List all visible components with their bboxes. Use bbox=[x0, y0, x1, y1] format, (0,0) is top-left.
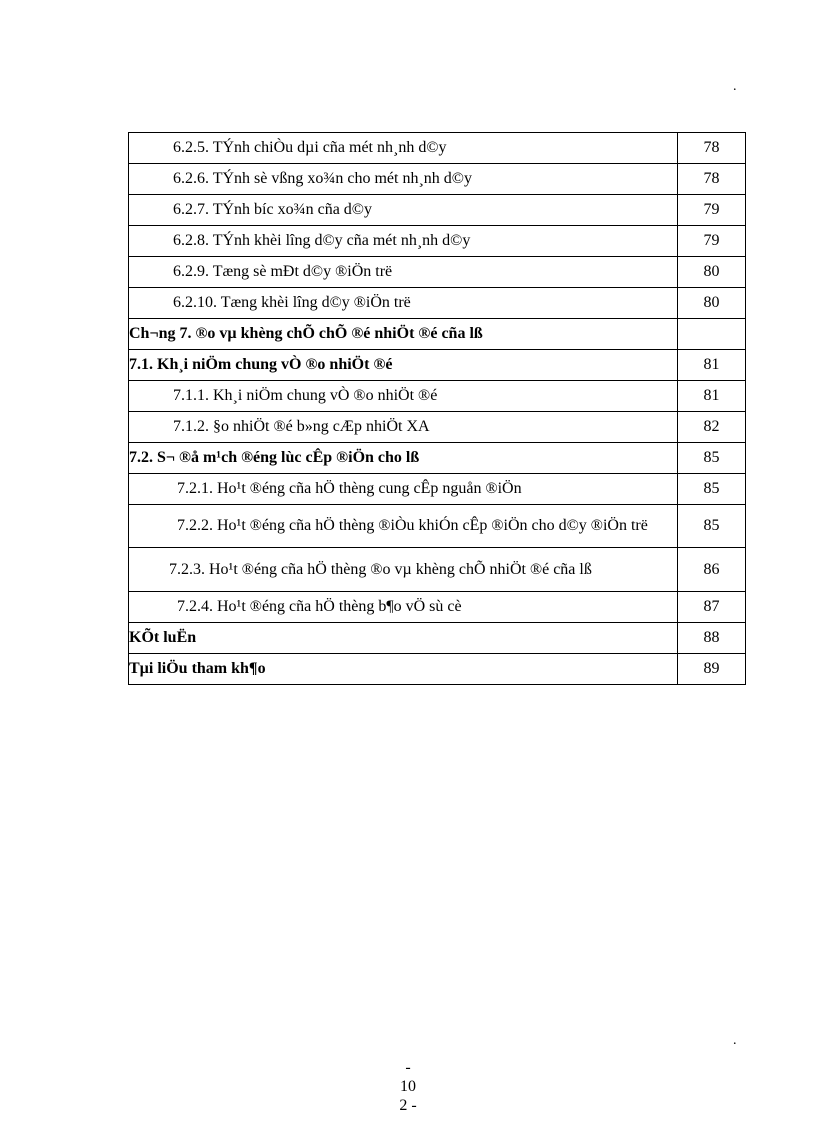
toc-row bbox=[129, 257, 746, 288]
toc-entry-title: 7.2.2. Ho¹t ®éng cña hÖ thèng ®iÒu khiÓn cÊp ®iÖn cho d©y ®iÖn trë bbox=[177, 517, 648, 534]
toc-entry-page bbox=[678, 319, 746, 350]
toc-entry-page: 89 bbox=[678, 654, 746, 685]
toc-entry-page: 85 bbox=[678, 505, 746, 548]
toc-row-chapter bbox=[129, 319, 746, 350]
toc-entry-page: 85 bbox=[678, 443, 746, 474]
toc-entry-page: 88 bbox=[678, 623, 746, 654]
toc-entry-page: 81 bbox=[678, 381, 746, 412]
toc-entry-title: 6.2.8. TÝnh khèi lîng d©y cña mét nh¸nh d©y bbox=[129, 226, 678, 257]
toc-row bbox=[129, 133, 746, 164]
toc-row bbox=[129, 226, 746, 257]
toc-entry-page: 86 bbox=[678, 548, 746, 592]
toc-entry-title: 6.2.9. Tæng sè mÐt d©y ®iÖn trë bbox=[129, 257, 678, 288]
toc-entry-page: 87 bbox=[678, 592, 746, 623]
toc-entry-page: 85 bbox=[678, 474, 746, 505]
toc-row-chapter bbox=[129, 654, 746, 685]
toc-entry-title-wrapped bbox=[129, 505, 678, 548]
footer-line: - bbox=[405, 1059, 411, 1076]
toc-section-title: 7.2. S¬ ®å m¹ch ®éng lùc cÊp ®iÖn cho lß bbox=[129, 443, 678, 474]
toc-row-section bbox=[129, 350, 746, 381]
toc-row bbox=[129, 164, 746, 195]
toc-entry-page: 80 bbox=[678, 288, 746, 319]
toc-entry-page: 78 bbox=[678, 133, 746, 164]
toc-entry-title-wrapped bbox=[129, 548, 678, 592]
page-mark-bottom: . bbox=[733, 1033, 737, 1048]
toc-section-title: 7.1. Kh¸i niÖm chung vÒ ®o nhiÖt ®é bbox=[129, 350, 678, 381]
toc-entry-page: 80 bbox=[678, 257, 746, 288]
toc-row bbox=[129, 505, 746, 548]
toc-row bbox=[129, 592, 746, 623]
toc-entry-page: 78 bbox=[678, 164, 746, 195]
toc-chapter-title: Tµi liÖu tham kh¶o bbox=[129, 654, 678, 685]
toc-entry-title: 6.2.6. TÝnh sè vßng xo¾n cho mét nh¸nh d©y bbox=[129, 164, 678, 195]
toc-entry-title: 7.2.4. Ho¹t ®éng cña hÖ thèng b¶o vÖ sù cè bbox=[129, 592, 678, 623]
toc-entry-page: 79 bbox=[678, 226, 746, 257]
footer-page-number: 10 bbox=[400, 1078, 416, 1095]
toc-row bbox=[129, 288, 746, 319]
toc-entry-page: 79 bbox=[678, 195, 746, 226]
toc-row bbox=[129, 381, 746, 412]
toc-entry-title: 6.2.10. Tæng khèi lîng d©y ®iÖn trë bbox=[129, 288, 678, 319]
toc-row bbox=[129, 548, 746, 592]
page-number-footer bbox=[0, 1058, 816, 1115]
toc-chapter-title: KÕt luËn bbox=[129, 623, 678, 654]
toc-row bbox=[129, 474, 746, 505]
toc-row bbox=[129, 412, 746, 443]
footer-line: 2 - bbox=[399, 1097, 417, 1114]
toc-row-section bbox=[129, 443, 746, 474]
toc-entry-page: 81 bbox=[678, 350, 746, 381]
toc-entry-title: 7.2.1. Ho¹t ®éng cña hÖ thèng cung cÊp nguån ®iÖn bbox=[129, 474, 678, 505]
toc-entry-title: 7.2.3. Ho¹t ®éng cña hÖ thèng ®o vµ khèng chÕ nhiÖt ®é cña lß bbox=[169, 560, 592, 578]
toc-entry-page: 82 bbox=[678, 412, 746, 443]
toc-entry-title: 6.2.7. TÝnh bíc xo¾n cña d©y bbox=[129, 195, 678, 226]
toc-row-chapter bbox=[129, 623, 746, 654]
table-of-contents bbox=[128, 132, 746, 685]
toc-chapter-title: Ch¬ng 7. ®o vµ khèng chÕ chÕ ®é nhiÖt ®é cña lß bbox=[129, 319, 678, 350]
toc-entry-title: 7.1.1. Kh¸i niÖm chung vÒ ®o nhiÖt ®é bbox=[129, 381, 678, 412]
toc-entry-title: 6.2.5. TÝnh chiÒu dµi cña mét nh¸nh d©y bbox=[129, 133, 678, 164]
toc-entry-title: 7.1.2. §o nhiÖt ®é b»ng cÆp nhiÖt XA bbox=[129, 412, 678, 443]
page-mark-top: . bbox=[733, 79, 737, 94]
toc-row bbox=[129, 195, 746, 226]
